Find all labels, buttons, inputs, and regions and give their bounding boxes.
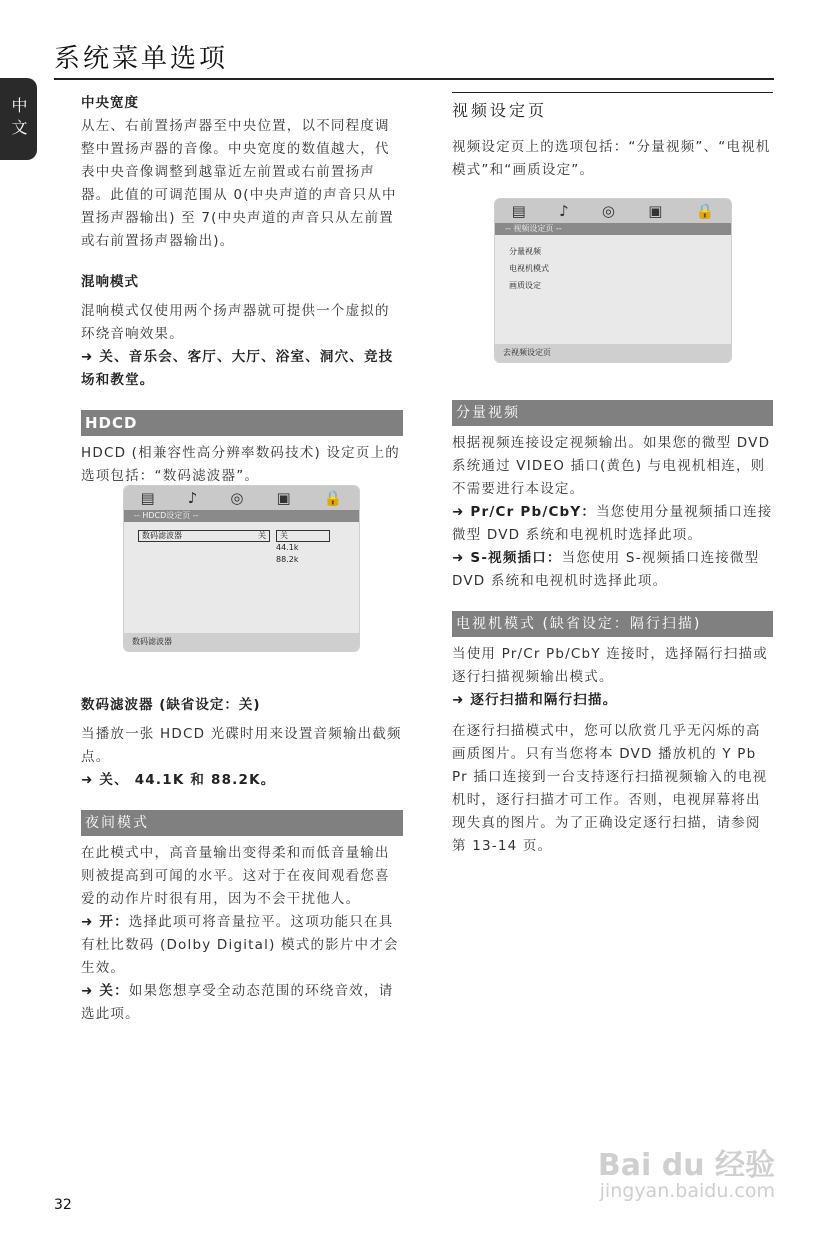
tv-mode-options: ➜ 逐行扫描和隔行扫描。 xyxy=(452,692,618,708)
component-opt1-label: ➜ Pr/Cr Pb/CbY： xyxy=(452,504,597,520)
component-opt2-label: ➜ S-视频插口： xyxy=(452,550,562,566)
video-menu-item: 画质设定 xyxy=(509,281,541,290)
watermark-brand: Bai du 经验 xyxy=(597,1148,775,1183)
video-page-body: 视频设定页上的选项包括：“分量视频”、“电视机模式”和“画质设定”。 xyxy=(452,139,771,178)
video-icon: ▣ xyxy=(276,489,291,507)
hdcd-option-44: 44.1k xyxy=(276,543,299,552)
night-on-text: 选择此项可将音量拉平。这项功能只在具有杜比数码 (Dolby Digital) 模式的影片中才会生效。 xyxy=(81,914,399,976)
disc-icon: ◎ xyxy=(601,202,615,220)
tv-mode-bar: 电视机模式 (缺省设定：隔行扫描) xyxy=(452,611,773,637)
audio-icon: ♪ xyxy=(559,202,569,220)
general-icon: ▤ xyxy=(140,489,155,507)
component-video-bar: 分量视频 xyxy=(452,400,773,426)
hdcd-option-off: 关 xyxy=(276,530,330,542)
hdcd-menu-crumb: -- HDCD设定页 -- xyxy=(124,510,359,522)
page-number: 32 xyxy=(54,1197,72,1213)
lock-icon: 🔒 xyxy=(695,202,715,220)
reverb-body: 混响模式仅使用两个扬声器就可提供一个虚拟的环绕音响效果。 xyxy=(81,303,390,342)
night-mode-bar: 夜间模式 xyxy=(81,810,403,836)
tv-mode-body: 当使用 Pr/Cr Pb/CbY 连接时，选择隔行扫描或逐行扫描视频输出模式。 xyxy=(452,646,768,685)
disc-icon: ◎ xyxy=(230,489,244,507)
hdcd-menu-footer: 数码滤波器 xyxy=(124,633,359,651)
hdcd-section-bar: HDCD xyxy=(81,410,403,436)
center-width-body: 从左、右前置扬声器至中央位置，以不同程度调整中置扬声器的音像。中央宽度的数值越大，代表中央音像调整到越靠近左前置或右前置扬声器。此值的可调范围从 0(中央声道的声音只从中置扬声器输出) 至 7(中央声道的声音只从左前置或右前置扬声器输出)。 xyxy=(81,118,397,249)
night-mode-body: 在此模式中，高音量输出变得柔和而低音量输出则被提高到可闻的水平。这对于在夜间观看您喜爱的动作片时很有用，因为不会干扰他人。 xyxy=(81,845,390,907)
title-rule xyxy=(54,78,774,80)
night-off-label: ➜ 关： xyxy=(81,983,129,999)
language-tab: 中文 xyxy=(0,78,37,160)
component-video-body: 根据视频连接设定视频输出。如果您的微型 DVD 系统通过 VIDEO 插口(黄色) 与电视机相连，则不需要进行本设定。 xyxy=(452,435,771,497)
reverb-options: ➜ 关、音乐会、客厅、大厅、浴室、洞穴、竞技场和教堂。 xyxy=(81,349,394,388)
menu-icon-bar xyxy=(495,199,731,223)
video-menu-crumb: -- 视频设定页 -- xyxy=(495,223,731,235)
watermark-url: jingyan.baidu.com xyxy=(599,1180,775,1202)
hdcd-option-88: 88.2k xyxy=(276,555,299,564)
general-icon: ▤ xyxy=(511,202,526,220)
night-on-label: ➜ 开： xyxy=(81,914,129,930)
video-menu-footer: 去视频设定页 xyxy=(495,344,731,362)
video-menu-screenshot xyxy=(494,198,732,363)
hdcd-body: HDCD (相兼容性高分辨率数码技术) 设定页上的选项包括：“数码滤波器”。 xyxy=(81,445,400,484)
video-menu-item: 分量视频 xyxy=(509,247,541,256)
reverb-heading: 混响模式 xyxy=(81,274,139,290)
hdcd-menu-screenshot xyxy=(123,485,360,652)
tv-mode-body2: 在逐行扫描模式中，您可以欣赏几乎无闪烁的高画质图片。只有当您将本 DVD 播放机的 Y Pb Pr 插口连接到一台支持逐行扫描视频输入的电视机时，逐行扫描才可工作。否则，电视屏幕将出现失真的图片。为了正确设定逐行扫描，请参阅第 13-14 页。 xyxy=(452,723,768,854)
lock-icon: 🔒 xyxy=(323,489,343,507)
hdcd-filter-row: 数码滤波器 关 xyxy=(138,530,270,542)
page-title: 系统菜单选项 xyxy=(54,44,229,74)
center-width-heading: 中央宽度 xyxy=(81,95,139,111)
video-icon: ▣ xyxy=(648,202,663,220)
component-opt1-text: 当您使用分量视频插口连接微型 DVD 系统和电视机时选择此项。 xyxy=(452,504,773,543)
night-off-text: 如果您想享受全动态范围的环绕音效，请选此项。 xyxy=(81,983,394,1022)
digital-filter-body: 当播放一张 HDCD 光碟时用来设置音频输出截频点。 xyxy=(81,726,402,765)
component-opt2-text: 当您使用 S-视频插口连接微型 DVD 系统和电视机时选择此项。 xyxy=(452,550,760,589)
video-page-heading: 视频设定页 xyxy=(452,92,773,128)
menu-icon-bar xyxy=(124,486,359,510)
digital-filter-heading: 数码滤波器 (缺省设定：关) xyxy=(81,697,261,713)
digital-filter-options: ➜ 关、 44.1K 和 88.2K。 xyxy=(81,772,276,788)
video-menu-item: 电视机模式 xyxy=(509,264,549,273)
audio-icon: ♪ xyxy=(187,489,198,507)
